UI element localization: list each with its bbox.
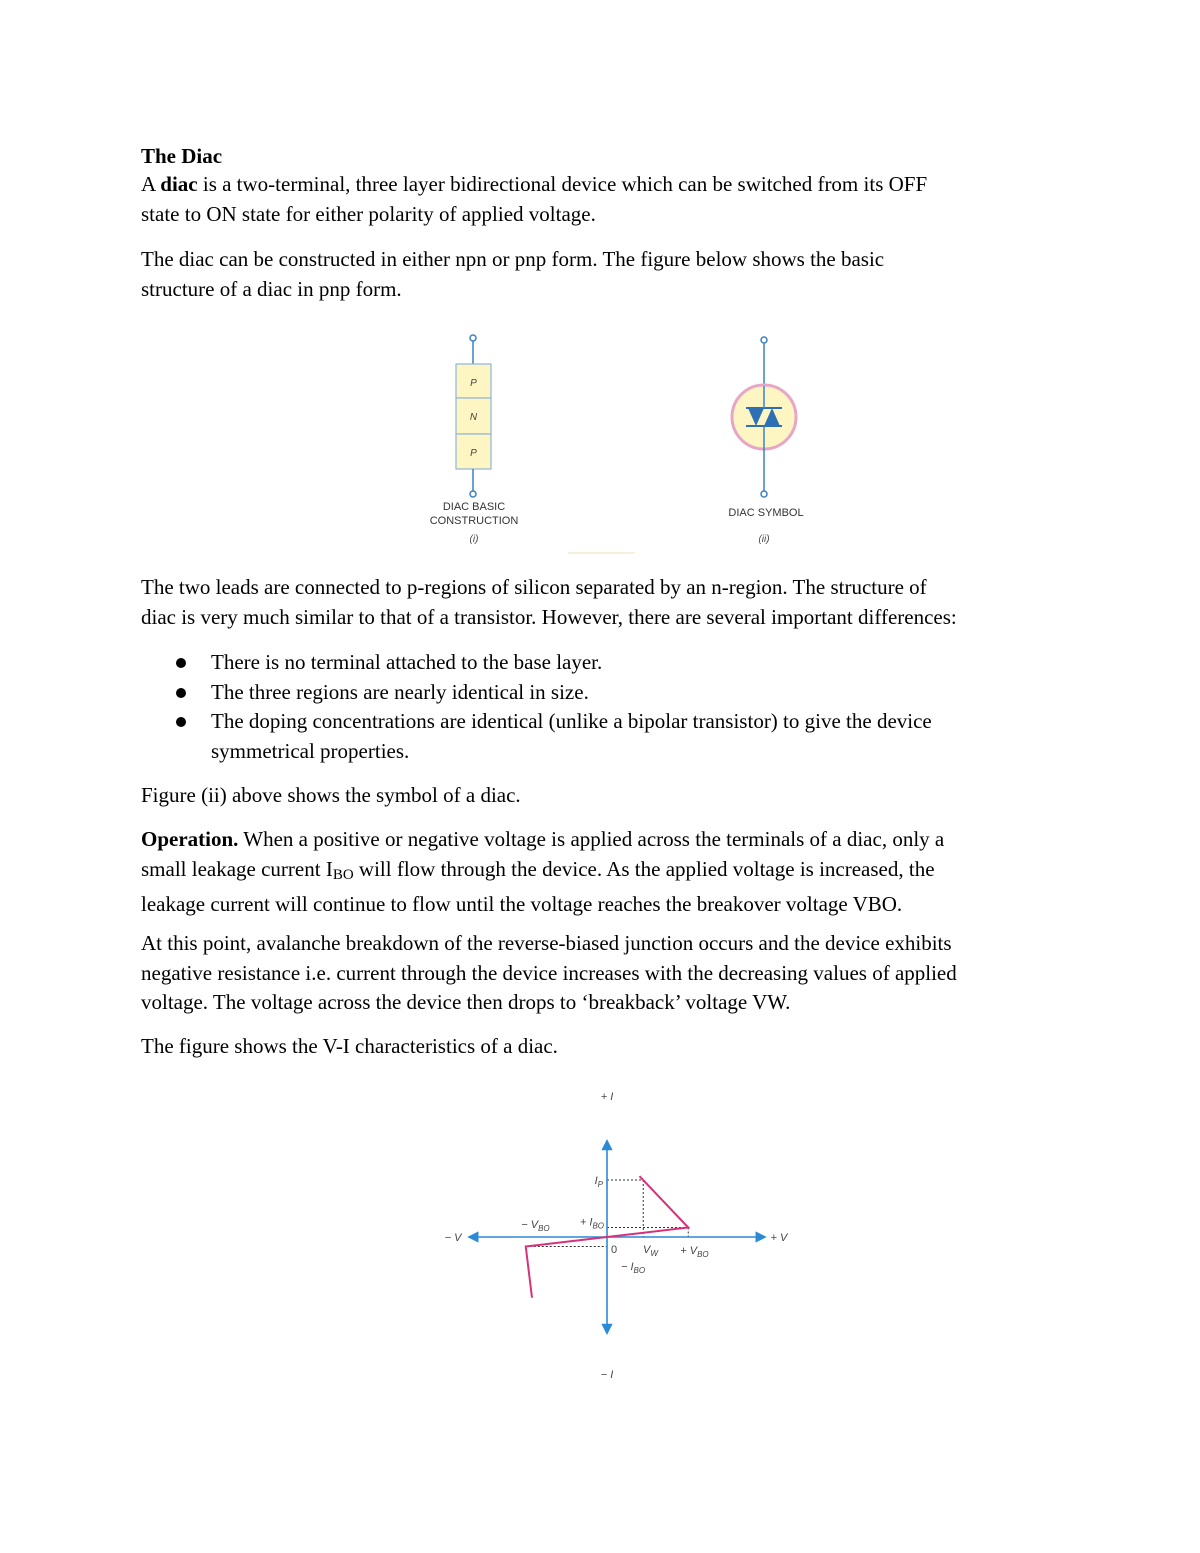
construction-caption-2: CONSTRUCTION xyxy=(429,515,519,527)
construction-caption-1: DIAC BASIC xyxy=(442,501,506,513)
symbol-tag: (ii) xyxy=(758,534,770,545)
origin-label: 0 xyxy=(611,1244,618,1256)
bullet-icon xyxy=(176,717,186,727)
list-item: The doping concentrations are identical (unlike a bipolar transistor) to give the device symmetrical properties. xyxy=(141,707,1041,766)
layer-label-n: N xyxy=(469,412,478,423)
bullet-icon xyxy=(176,658,186,668)
body-paragraph-4: Figure (ii) above shows the symbol of a diac. xyxy=(141,783,521,807)
vbo-positive-label: + $V_{BO}$ xyxy=(680,1245,709,1259)
layer-label-p-top: P xyxy=(470,378,477,389)
vw-label: $V_W$ xyxy=(643,1244,658,1258)
page-title: The Diac xyxy=(141,144,223,168)
construction-diagram xyxy=(430,335,519,545)
list-item: The three regions are nearly identical in size. xyxy=(141,678,1041,708)
x-axis-positive-label: + V xyxy=(770,1232,788,1244)
diac-symbol-diagram xyxy=(728,337,803,545)
x-axis-negative-label: − V xyxy=(444,1232,462,1244)
term-diac: diac xyxy=(160,172,198,196)
ibo-negative-label: − $I_{BO}$ xyxy=(621,1261,646,1275)
body-paragraph-7: The figure shows the V-I characteristics of a diac. xyxy=(141,1034,558,1058)
intro-paragraph-2: The diac can be constructed in either npn or pnp form. The figure below shows the basic structure of a diac in pnp form. xyxy=(141,247,885,301)
layer-label-p-bottom: P xyxy=(470,448,477,459)
vbo-negative-label: − $V_{BO}$ xyxy=(521,1219,550,1233)
vi-characteristic-chart xyxy=(444,1082,788,1382)
breakdown-paragraph: At this point, avalanche breakdown of the reverse-biased junction occurs and the device exhibits negative resistance i.e. current through the device increases with the decreasing values of applied voltage. The voltage across the device then drops to ‘breakback’ voltage VW. xyxy=(141,931,957,1014)
symbol-top-terminal xyxy=(761,337,767,343)
diac-construction-figure xyxy=(400,328,840,558)
y-axis-negative-label: − I xyxy=(600,1369,614,1381)
symbol-caption: DIAC SYMBOL xyxy=(728,507,804,519)
operation-heading: Operation. xyxy=(141,827,239,851)
operation-paragraph: Operation. When a positive or negative voltage is applied across the terminals of a diac, only a small leakage current $I_{BO}$ will flow through the device. As the applied voltage is increased, the leakage current will continue to flow until the voltage reaches the breakover voltage VBO. xyxy=(141,827,945,916)
body-paragraph-3: The two leads are connected to p-regions of silicon separated by an n-region. The structure of diac is very much similar to that of a transistor. However, there are several important differences: xyxy=(141,575,957,629)
list-item: There is no terminal attached to the base layer. xyxy=(141,648,1041,678)
symbol-bottom-terminal xyxy=(761,491,767,497)
y-axis-positive-label: + I xyxy=(600,1091,614,1103)
bullet-icon xyxy=(176,688,186,698)
ibo-positive-label: + $I_{BO}$ xyxy=(579,1216,604,1231)
top-terminal xyxy=(470,335,476,341)
ip-label: $I_P$ xyxy=(594,1175,603,1189)
differences-list xyxy=(141,648,1041,766)
bottom-terminal xyxy=(470,491,476,497)
intro-paragraph-1: A diac is a two-terminal, three layer bidirectional device which can be switched from its OFF state to ON state for either polarity of applied voltage. xyxy=(141,172,928,226)
construction-tag: (i) xyxy=(469,534,479,545)
